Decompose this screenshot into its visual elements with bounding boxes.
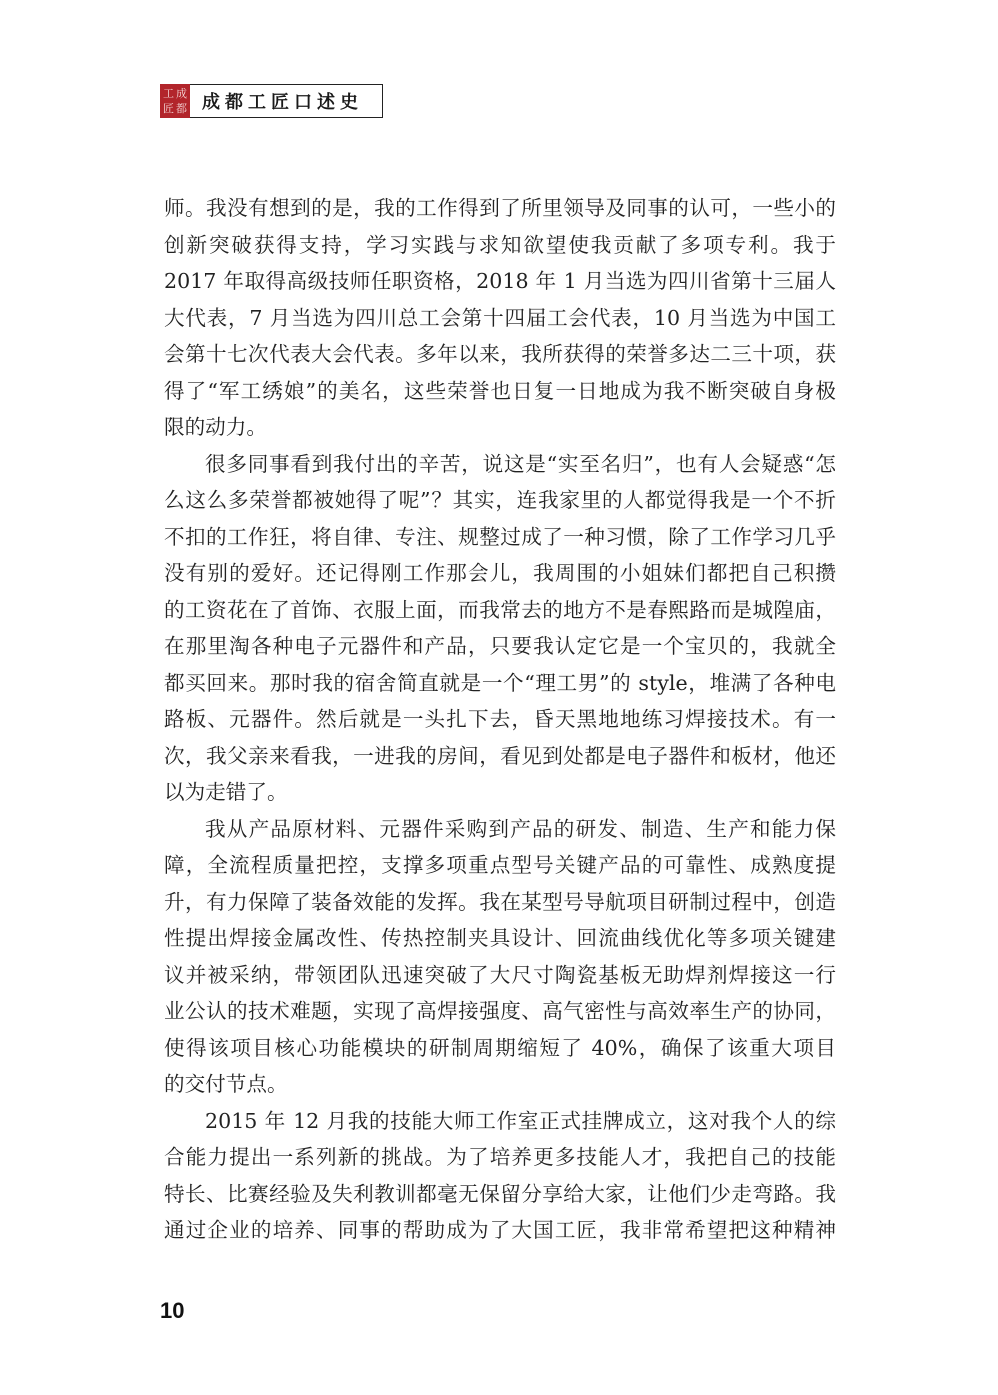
text-line: 的工资花在了首饰、衣服上面，而我常去的地方不是春熙路而是城隍庙， — [164, 597, 836, 622]
seal-char: 匠 — [163, 102, 174, 115]
text-line: 特长、比赛经验及失利教训都毫无保留分享给大家，让他们少走弯路。我 — [164, 1181, 836, 1206]
text-line: 议并被采纳，带领团队迅速突破了大尺寸陶瓷基板无助焊剂焊接这一行 — [164, 962, 836, 987]
running-header — [160, 84, 383, 118]
seal-char: 成 — [176, 87, 187, 100]
text-line: 次，我父亲来看我，一进我的房间，看见到处都是电子器件和板材，他还 — [164, 743, 836, 768]
text-line: 的交付节点。 — [164, 1072, 288, 1096]
page-number: 10 — [160, 1298, 185, 1323]
text-line: 很多同事看到我付出的辛苦，说这是“实至名归”，也有人会疑惑“怎 — [205, 451, 836, 476]
text-line: 使得该项目核心功能模块的研制周期缩短了 40%，确保了该重大项目 — [164, 1035, 836, 1060]
text-line: 2017 年取得高级技师任职资格，2018 年 1 月当选为四川省第十三届人 — [164, 269, 836, 293]
book-title-box — [190, 84, 383, 118]
text-line: 创新突破获得支持，学习实践与求知欲望使我贡献了多项专利。我于 — [164, 232, 836, 257]
text-line: 我从产品原材料、元器件采购到产品的研发、制造、生产和能力保 — [205, 816, 836, 841]
text-line: 升，有力保障了装备效能的发挥。我在某型号导航项目研制过程中，创造 — [164, 889, 836, 914]
text-line: 以为走错了。 — [164, 780, 288, 804]
text-line: 合能力提出一系列新的挑战。为了培养更多技能人才，我把自己的技能 — [164, 1145, 836, 1169]
text-line: 不扣的工作狂，将自律、专注、规整过成了一种习惯，除了工作学习几乎 — [164, 524, 836, 549]
book-title: 成都工匠口述史 — [202, 92, 363, 113]
text-line: 大代表，7 月当选为四川总工会第十四届工会代表，10 月当选为中国工 — [164, 305, 836, 330]
text-line: 师。我没有想到的是，我的工作得到了所里领导及同事的认可，一些小的 — [164, 196, 836, 220]
book-seal-logo — [160, 84, 190, 118]
seal-char: 工 — [163, 87, 174, 100]
text-line: 没有别的爱好。还记得刚工作那会儿，我周围的小姐妹们都把自己积攒 — [164, 561, 836, 585]
body-text — [164, 190, 836, 1249]
text-line: 限的动力。 — [164, 415, 267, 439]
text-line: 2015 年 12 月我的技能大师工作室正式挂牌成立，这对我个人的综 — [205, 1108, 836, 1133]
text-line: 都买回来。那时我的宿舍简直就是一个“理工男”的 style，堆满了各种电 — [164, 670, 836, 695]
text-line: 业公认的技术难题，实现了高焊接强度、高气密性与高效率生产的协同， — [164, 999, 836, 1023]
seal-char: 都 — [176, 102, 187, 115]
text-line: 得了“军工绣娘”的美名，这些荣誉也日复一日地成为我不断突破自身极 — [164, 378, 836, 403]
text-line: 在那里淘各种电子元器件和产品，只要我认定它是一个宝贝的，我就全 — [164, 634, 836, 658]
text-line: 路板、元器件。然后就是一头扎下去，昏天黑地地练习焊接技术。有一 — [164, 707, 836, 731]
text-line: 性提出焊接金属改性、传热控制夹具设计、回流曲线优化等多项关键建 — [164, 926, 836, 950]
text-line: 么这么多荣誉都被她得了呢”？其实，连我家里的人都觉得我是一个不折 — [164, 488, 836, 512]
text-line: 障，全流程质量把控，支撑多项重点型号关键产品的可靠性、成熟度提 — [164, 853, 836, 877]
text-line: 通过企业的培养、同事的帮助成为了大国工匠，我非常希望把这种精神 — [164, 1218, 836, 1242]
text-line: 会第十七次代表大会代表。多年以来，我所获得的荣誉多达二三十项，获 — [164, 342, 836, 366]
